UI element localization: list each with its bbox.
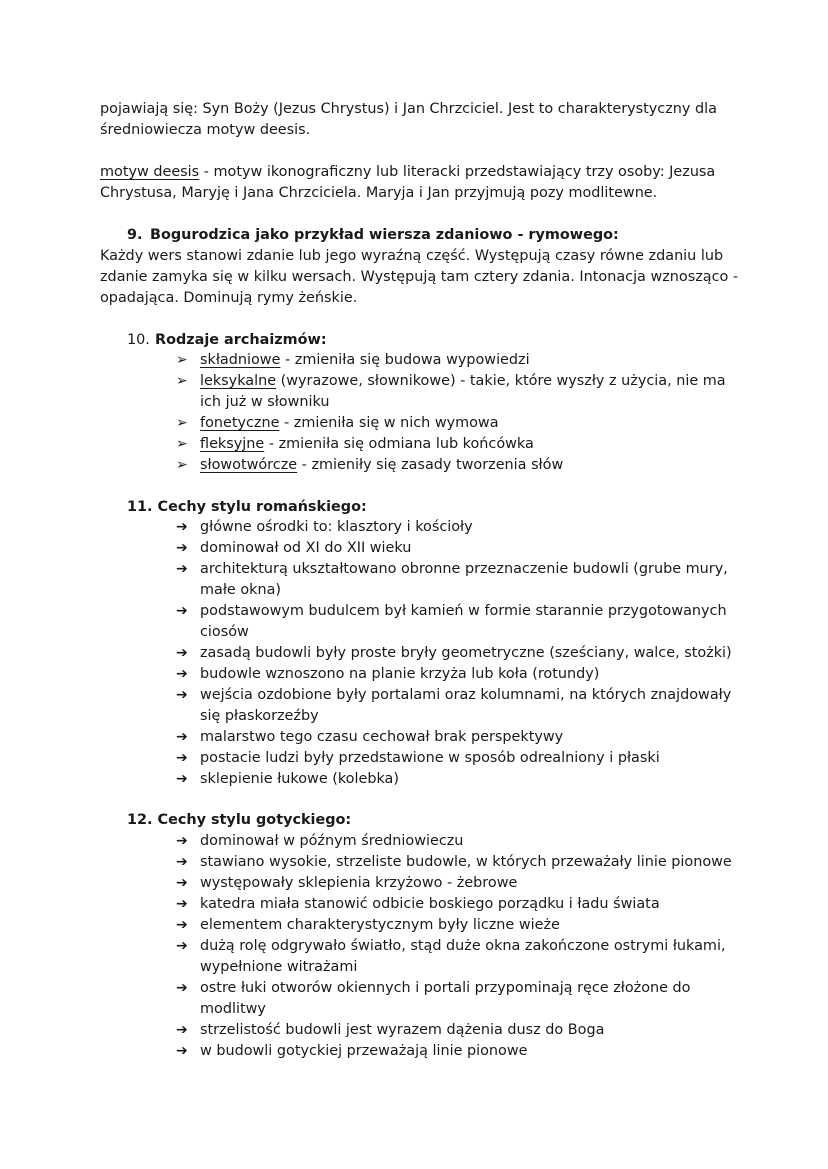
deesis-definition-line-2: Chrystusa, Maryję i Jana Chrzciciela. Maryja i Jan przyjmują pozy modlitewne. bbox=[100, 185, 658, 201]
section-9-line-3: opadająca. Dominują rymy żeńskie. bbox=[100, 290, 358, 306]
section-10-number: 10. bbox=[127, 332, 150, 348]
arrow-bullet-icon: ➔ bbox=[176, 666, 188, 682]
arrow-bullet-icon: ➔ bbox=[176, 833, 188, 849]
arrow-bullet-icon: ➔ bbox=[176, 980, 188, 996]
list-item: strzelistość budowli jest wyrazem dążenia dusz do Boga bbox=[200, 1022, 605, 1038]
section-9-number: 9. bbox=[127, 227, 143, 243]
arrow-bullet-icon: ➔ bbox=[176, 645, 188, 661]
archaism-desc: - zmieniła się odmiana lub końcówka bbox=[264, 436, 534, 452]
arrow-bullet-icon: ➔ bbox=[176, 896, 188, 912]
list-item: postacie ludzi były przedstawione w sposób odrealniony i płaski bbox=[200, 750, 660, 766]
deesis-definition-line-1 bbox=[100, 162, 715, 183]
list-item: dużą rolę odgrywało światło, stąd duże okna zakończone ostrymi łukami, bbox=[200, 938, 726, 954]
section-12-heading: 12. Cechy stylu gotyckiego: bbox=[127, 812, 352, 828]
list-item: katedra miała stanowić odbicie boskiego porządku i ładu świata bbox=[200, 896, 660, 912]
archaism-term: fleksyjne bbox=[200, 436, 265, 452]
intro-line-2: średniowiecza motyw deesis. bbox=[100, 122, 311, 138]
arrow-bullet-icon: ➔ bbox=[176, 561, 188, 577]
archaism-term: leksykalne bbox=[200, 373, 277, 389]
archaism-desc: - zmieniła się budowa wypowiedzi bbox=[280, 352, 530, 368]
list-item: dominował w późnym średniowieczu bbox=[200, 833, 464, 849]
intro-line-1: pojawiają się: Syn Boży (Jezus Chrystus) i Jan Chrzciciel. Jest to charakterystyczny dla bbox=[100, 101, 717, 117]
list-item: budowle wznoszono na planie krzyża lub koła (rotundy) bbox=[200, 666, 600, 682]
arrowhead-bullet-icon: ➢ bbox=[176, 415, 188, 431]
section-9-heading: Bogurodzica jako przykład wiersza zdaniowo - rymowego: bbox=[150, 227, 619, 243]
arrow-bullet-icon: ➔ bbox=[176, 875, 188, 891]
list-item-continuation: wypełnione witrażami bbox=[200, 959, 358, 975]
list-item: sklepienie łukowe (kolebka) bbox=[200, 771, 399, 787]
arrow-bullet-icon: ➔ bbox=[176, 1022, 188, 1038]
list-item bbox=[200, 371, 726, 392]
arrow-bullet-icon: ➔ bbox=[176, 917, 188, 933]
list-item: ostre łuki otworów okiennych i portali przypominają ręce złożone do bbox=[200, 980, 691, 996]
arrowhead-bullet-icon: ➢ bbox=[176, 373, 188, 389]
list-item: dominował od XI do XII wieku bbox=[200, 540, 412, 556]
arrow-bullet-icon: ➔ bbox=[176, 540, 188, 556]
arrowhead-bullet-icon: ➢ bbox=[176, 436, 188, 452]
list-item: architekturą ukształtowano obronne przeznaczenie budowli (grube mury, bbox=[200, 561, 728, 577]
list-item bbox=[200, 413, 499, 434]
list-item bbox=[200, 350, 530, 371]
list-item: podstawowym budulcem był kamień w formie starannie przygotowanych bbox=[200, 603, 727, 619]
list-item: główne ośrodki to: klasztory i kościoły bbox=[200, 519, 473, 535]
archaism-desc: (wyrazowe, słownikowe) - takie, które wyszły z użycia, nie ma bbox=[276, 373, 726, 389]
list-item: wejścia ozdobione były portalami oraz kolumnami, na których znajdowały bbox=[200, 687, 732, 703]
section-9-line-1: Każdy wers stanowi zdanie lub jego wyraźną część. Występują czasy równe zdaniu lub bbox=[100, 248, 724, 264]
list-item: elementem charakterystycznym były liczne wieże bbox=[200, 917, 560, 933]
archaism-desc: - zmieniła się w nich wymowa bbox=[279, 415, 499, 431]
list-item-continuation: się płaskorzeźby bbox=[200, 708, 319, 724]
archaism-desc: - zmieniły się zasady tworzenia słów bbox=[297, 457, 564, 473]
list-item: w budowli gotyckiej przeważają linie pionowe bbox=[200, 1043, 528, 1059]
archaism-term: fonetyczne bbox=[200, 415, 280, 431]
deesis-definition: - motyw ikonograficzny lub literacki przedstawiający trzy osoby: Jezusa bbox=[199, 164, 716, 180]
arrow-bullet-icon: ➔ bbox=[176, 750, 188, 766]
list-item: malarstwo tego czasu cechował brak perspektywy bbox=[200, 729, 564, 745]
arrow-bullet-icon: ➔ bbox=[176, 729, 188, 745]
list-item bbox=[200, 455, 563, 476]
list-item-continuation: modlitwy bbox=[200, 1001, 266, 1017]
section-10-heading: Rodzaje archaizmów: bbox=[155, 332, 327, 348]
section-11-heading: 11. Cechy stylu romańskiego: bbox=[127, 499, 367, 515]
arrow-bullet-icon: ➔ bbox=[176, 603, 188, 619]
list-item-continuation: ciosów bbox=[200, 624, 249, 640]
arrow-bullet-icon: ➔ bbox=[176, 1043, 188, 1059]
list-item: występowały sklepienia krzyżowo - żebrowe bbox=[200, 875, 518, 891]
arrow-bullet-icon: ➔ bbox=[176, 938, 188, 954]
section-9-line-2: zdanie zamyka się w kilku wersach. Występują tam cztery zdania. Intonacja wznosząco - bbox=[100, 269, 739, 285]
deesis-term: motyw deesis bbox=[100, 164, 200, 180]
arrow-bullet-icon: ➔ bbox=[176, 519, 188, 535]
arrow-bullet-icon: ➔ bbox=[176, 687, 188, 703]
list-item-continuation: ich już w słowniku bbox=[200, 394, 330, 410]
list-item: zasadą budowli były proste bryły geometryczne (sześciany, walce, stożki) bbox=[200, 645, 732, 661]
archaism-term: składniowe bbox=[200, 352, 281, 368]
arrow-bullet-icon: ➔ bbox=[176, 771, 188, 787]
list-item bbox=[200, 434, 534, 455]
arrowhead-bullet-icon: ➢ bbox=[176, 352, 188, 368]
list-item-continuation: małe okna) bbox=[200, 582, 282, 598]
arrow-bullet-icon: ➔ bbox=[176, 854, 188, 870]
list-item: stawiano wysokie, strzeliste budowle, w których przeważały linie pionowe bbox=[200, 854, 732, 870]
archaism-term: słowotwórcze bbox=[200, 457, 298, 473]
arrowhead-bullet-icon: ➢ bbox=[176, 457, 188, 473]
